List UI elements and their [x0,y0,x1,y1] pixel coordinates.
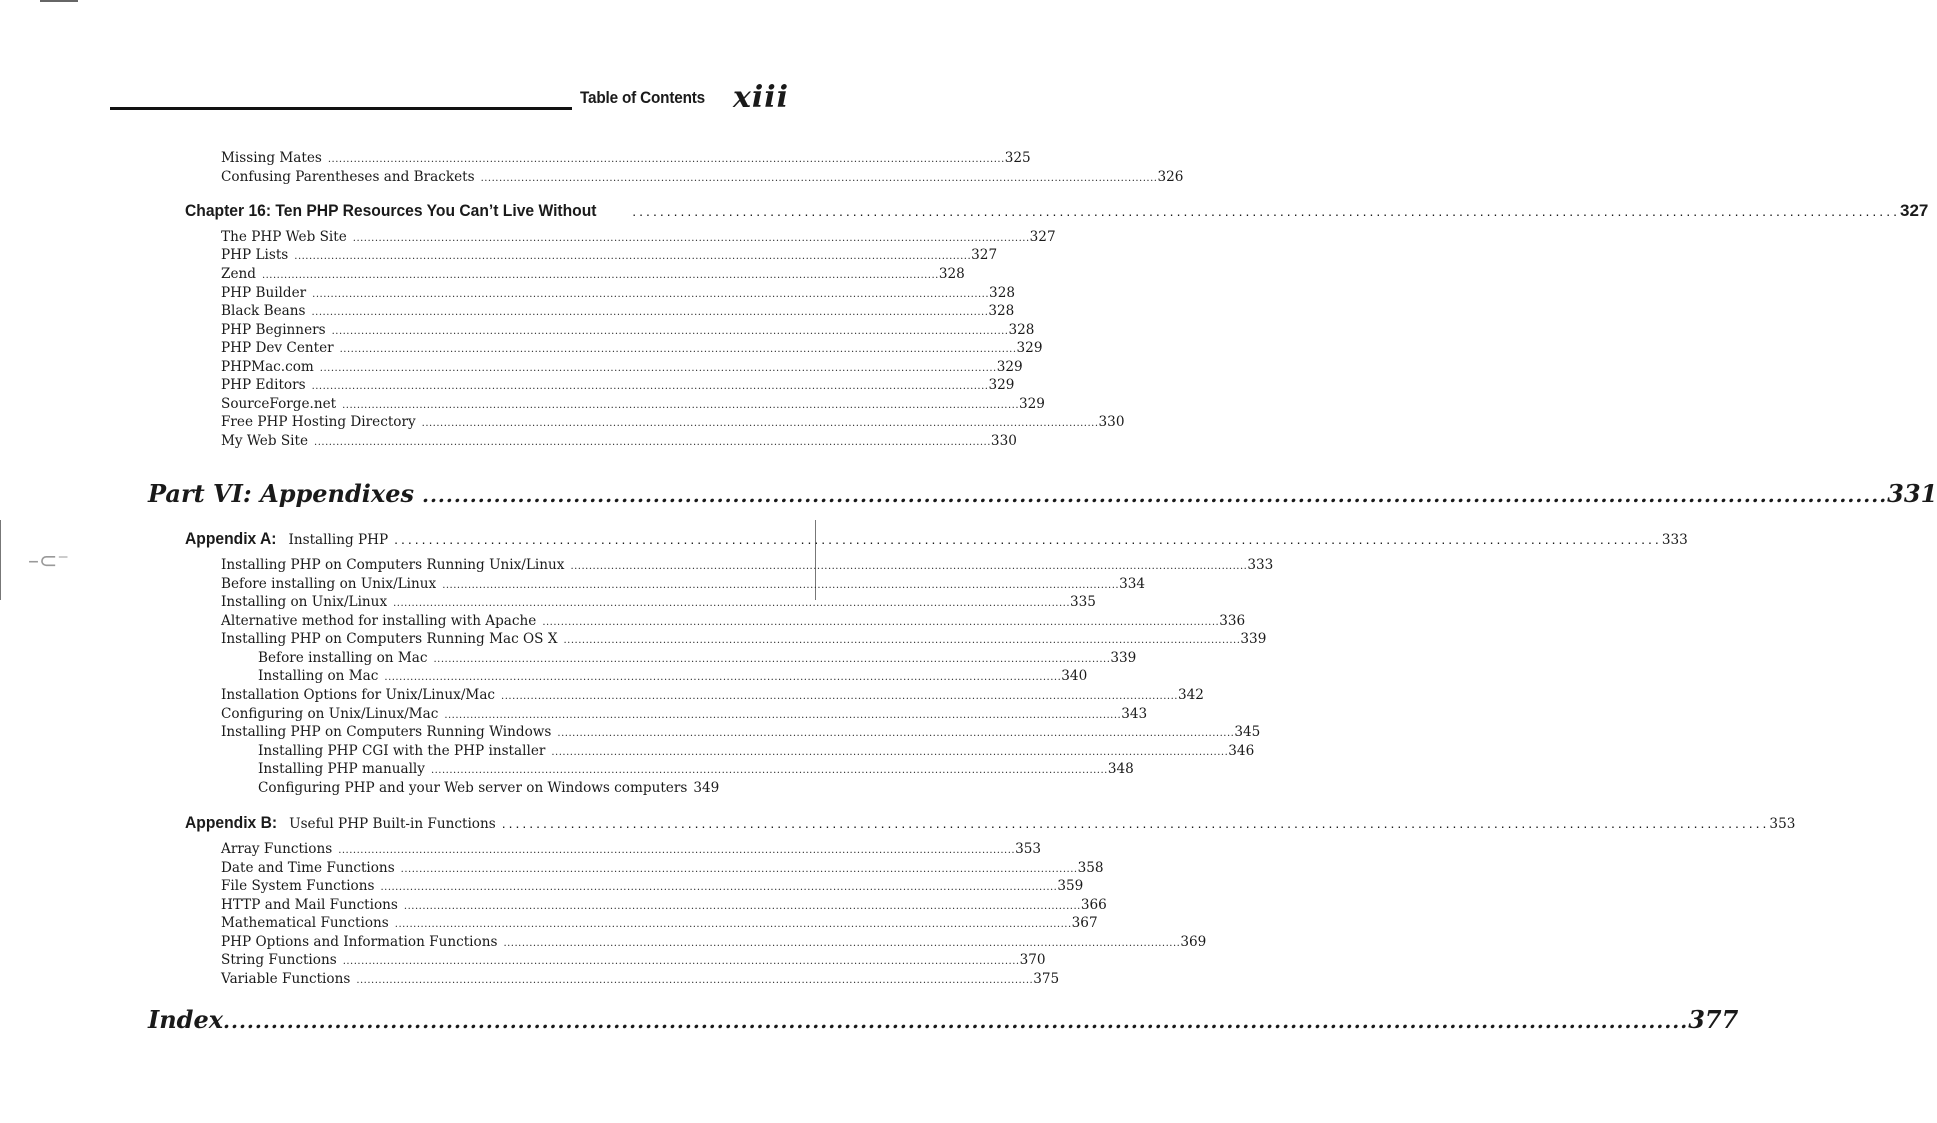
dot-leader: ........................................................................................................................................................................................ [501,815,1770,831]
toc-entry-title: Installing PHP on Computers Running Unix/Linux [221,557,565,573]
toc-entry-page: 369 [1180,934,1207,950]
toc-entry-title: Zend [221,266,256,282]
toc-entry-title: Before installing on Mac [258,650,428,666]
toc-entry-page: 358 [1077,860,1104,876]
index-page: 377 [1688,1005,1739,1034]
dot-leader: ........................................................................................................................................................................................ [394,531,1662,547]
dot-leader: ........................................................................................................................................................................................ [422,483,1888,507]
page-number: xiii [733,80,790,115]
toc-entry[interactable] [221,395,1045,413]
toc-entry-page: 366 [1080,897,1107,913]
toc-entry-page: 327 [971,247,998,263]
toc-entry-title: Black Beans [221,303,306,319]
toc-entry-title: PHP Beginners [221,322,326,338]
toc-entry-title: Installing on Mac [258,668,379,684]
part-page: 331 [1887,479,1937,508]
toc-entry-page: 343 [1121,706,1148,722]
toc-entry-page: 370 [1019,952,1046,968]
toc-entry-page: 336 [1219,613,1246,629]
toc-entry-page: 329 [988,377,1015,393]
toc-entry-page: 328 [988,303,1015,319]
toc-entry[interactable] [221,840,1042,858]
toc-entry-page: 326 [1157,169,1184,185]
toc-entry-page: 349 [693,780,720,796]
toc-entry[interactable] [221,914,1098,932]
toc-subentry[interactable] [258,649,1137,667]
dot-leader: ........................................................................................................................................................................................ [342,400,1019,411]
dot-leader: ........................................................................................................................................................................................ [311,381,989,392]
toc-entry-title: PHP Dev Center [221,340,334,356]
toc-entry[interactable] [221,284,1015,302]
toc-entry-page: 334 [1119,576,1146,592]
toc-entry[interactable] [221,575,1146,593]
toc-entry-title: Date and Time Functions [221,860,395,876]
toc-entry-page: 329 [1016,340,1043,356]
toc-entry-title: Installing on Unix/Linux [221,594,388,610]
dot-leader: ........................................................................................................................................................................................ [314,437,991,448]
crop-mark [40,0,78,2]
toc-entry-title: Alternative method for installing with Apache [221,613,537,629]
toc-entry-page: 342 [1177,687,1204,703]
toc-entry-page: 328 [989,285,1015,301]
toc-entry-page: 345 [1234,724,1261,740]
dot-leader: ........................................................................................................................................................................................ [312,289,990,300]
toc-subentry[interactable] [258,760,1134,778]
dot-leader: ........................................................................................................................................................................................ [442,580,1120,591]
dot-leader: ........................................................................................................................................................................................ [503,938,1181,949]
toc-entry-title: File System Functions [221,878,375,894]
toc-entry[interactable] [221,228,1056,246]
dot-leader: ........................................................................................................................................................................................ [311,307,989,318]
toc-entry[interactable] [221,859,1104,877]
toc-subentry[interactable] [258,779,720,797]
toc-entry-page: 375 [1033,971,1060,987]
chapter-heading[interactable] [185,200,1929,222]
appendix-a-heading[interactable] [185,528,1688,550]
toc-entry[interactable] [221,376,1015,394]
registration-mark-icon: –⊂⁻ [28,549,70,574]
dot-leader: ........................................................................................................................................................................................ [430,765,1108,776]
toc-entry-title: Mathematical Functions [221,915,389,931]
toc-entry-title: Missing Mates [221,150,322,166]
dot-leader: ........................................................................................................................................................................................ [421,418,1099,429]
dot-leader: ........................................................................................................................................................................................ [542,617,1220,628]
toc-entry-title: Configuring on Unix/Linux/Mac [221,706,439,722]
dot-leader: ........................................................................................................................................................................................ [433,654,1111,665]
dot-leader: ........................................................................................................................................................................................ [356,975,1034,986]
toc-entry-page: 340 [1061,668,1088,684]
toc-entry-title: PHP Lists [221,247,289,263]
toc-entry-title: PHP Editors [221,377,306,393]
dot-leader: ........................................................................................................................................................................................ [444,710,1122,721]
toc-entry-title: PHP Options and Information Functions [221,934,498,950]
toc-entry[interactable] [221,723,1261,741]
dot-leader: ........................................................................................................................................................................................ [480,173,1158,184]
toc-entry[interactable] [221,432,1017,450]
toc-entry[interactable] [221,896,1107,914]
toc-entry[interactable] [221,970,1060,988]
toc-entry[interactable] [221,933,1207,951]
toc-entry-page: 335 [1070,594,1096,610]
toc-entry-page: 328 [1008,322,1035,338]
toc-entry[interactable] [221,593,1096,611]
appendix-subtitle: Installing PHP [288,532,389,548]
toc-subentry[interactable] [258,667,1088,685]
toc-entry-title: The PHP Web Site [221,229,347,245]
toc-entry-title: Configuring PHP and your Web server on Windows computers [258,780,688,796]
dot-leader: ........................................................................................................................................................................................ [394,919,1072,930]
toc-entry-page: 329 [996,359,1023,375]
toc-entry[interactable] [221,149,1031,167]
toc-entry-page: 327 [1029,229,1056,245]
toc-entry-page: 330 [1098,414,1125,430]
toc-entry[interactable] [221,612,1246,630]
toc-entry[interactable] [221,951,1046,969]
toc-entry-title: Confusing Parentheses and Brackets [221,169,475,185]
toc-entry-title: Installing PHP on Computers Running Mac OS X [221,631,558,647]
toc-entry[interactable] [221,556,1274,574]
toc-entry-page: 330 [990,433,1017,449]
toc-entry-page: 367 [1071,915,1098,931]
dot-leader: ........................................................................................................................................................................................ [393,598,1070,609]
toc-entry-title: Free PHP Hosting Directory [221,414,416,430]
toc-entry[interactable] [221,168,1184,186]
dot-leader: ........................................................................................................................................................................................ [403,901,1081,912]
margin-bar-left [0,520,1,600]
toc-entry-title: Installing PHP CGI with the PHP installer [258,743,546,759]
toc-entry[interactable] [221,413,1125,431]
toc-entry-page: 359 [1057,878,1084,894]
dot-leader: ........................................................................................................................................................................................ [501,691,1178,702]
toc-entry-page: 329 [1019,396,1045,412]
dot-leader: ........................................................................................................................................................................................ [223,1009,1689,1033]
toc-entry-page: 348 [1107,761,1134,777]
index-heading[interactable] [148,1004,1739,1036]
appendix-b-heading[interactable] [185,812,1796,834]
dot-leader: ........................................................................................................................................................................................ [570,561,1248,572]
dot-leader: ........................................................................................................................................................................................ [342,956,1020,967]
dot-leader: ........................................................................................................................................................................................ [551,747,1229,758]
toc-entry-title: Array Functions [221,841,333,857]
toc-entry[interactable] [221,321,1035,339]
dot-leader: ........................................................................................................................................................................................ [339,344,1017,355]
dot-leader: ........................................................................................................................................................................................ [261,270,939,281]
dot-leader: ........................................................................................................................................................................................ [331,326,1009,337]
appendix-label: Appendix A: [185,529,277,548]
chapter-title: Chapter 16: Ten PHP Resources You Can’t Live Without [185,201,597,220]
toc-entry-page: 346 [1228,743,1255,759]
toc-entry-title: Installing PHP manually [258,761,425,777]
part-title: Part VI: Appendixes [148,479,414,508]
running-header-title: Table of Contents [580,88,706,107]
part-heading[interactable] [148,478,1937,510]
toc-subentry[interactable] [258,742,1255,760]
toc-entry-page: 339 [1240,631,1267,647]
toc-entry-title: My Web Site [221,433,309,449]
toc-entry[interactable] [221,877,1084,895]
toc-entry-page: 353 [1015,841,1042,857]
toc-entry-title: Installation Options for Unix/Linux/Mac [221,687,496,703]
toc-entry[interactable] [221,339,1043,357]
toc-entry-page: 325 [1004,150,1031,166]
dot-leader: ........................................................................................................................................................................................ [294,251,972,262]
appendix-subtitle: Useful PHP Built-in Functions [289,816,496,832]
toc-entry[interactable] [221,265,965,283]
toc-entry[interactable] [221,302,1015,320]
dot-leader: ........................................................................................................................................................................................ [400,864,1078,875]
dot-leader: ........................................................................................................................................................................................ [380,882,1058,893]
dot-leader: ........................................................................................................................................................................................ [563,635,1241,646]
toc-entry-title: String Functions [221,952,337,968]
toc-entry-page: 339 [1110,650,1137,666]
header-rule [110,107,572,110]
toc-entry[interactable] [221,705,1148,723]
dot-leader: ........................................................................................................................................................................................ [557,728,1235,739]
toc-entry-page: 333 [1247,557,1274,573]
toc-entry-title: Variable Functions [221,971,351,987]
toc-entry[interactable] [221,686,1204,704]
dot-leader: ........................................................................................................................................................................................ [327,154,1005,165]
toc-entry[interactable] [221,358,1023,376]
toc-entry[interactable] [221,246,998,264]
appendix-page: 353 [1769,816,1796,832]
dot-leader: ........................................................................................................................................................................................ [384,672,1062,683]
toc-entry-page: 328 [938,266,965,282]
appendix-page: 333 [1661,532,1688,548]
toc-entry-title: SourceForge.net [221,396,337,412]
dot-leader: ........................................................................................................................................................................................ [319,363,997,374]
chapter-page: 327 [1899,201,1929,220]
toc-entry-title: HTTP and Mail Functions [221,897,398,913]
toc-entry-title: PHP Builder [221,285,307,301]
dot-leader: ........................................................................................................................................................................................ [632,203,1900,219]
dot-leader: ........................................................................................................................................................................................ [352,233,1030,244]
dot-leader: ........................................................................................................................................................................................ [338,845,1016,856]
toc-entry-title: Installing PHP on Computers Running Windows [221,724,552,740]
toc-entry-title: PHPMac.com [221,359,314,375]
toc-entry[interactable] [221,630,1267,648]
index-title: Index [148,1005,224,1034]
appendix-label: Appendix B: [185,813,278,832]
toc-entry-title: Before installing on Unix/Linux [221,576,437,592]
